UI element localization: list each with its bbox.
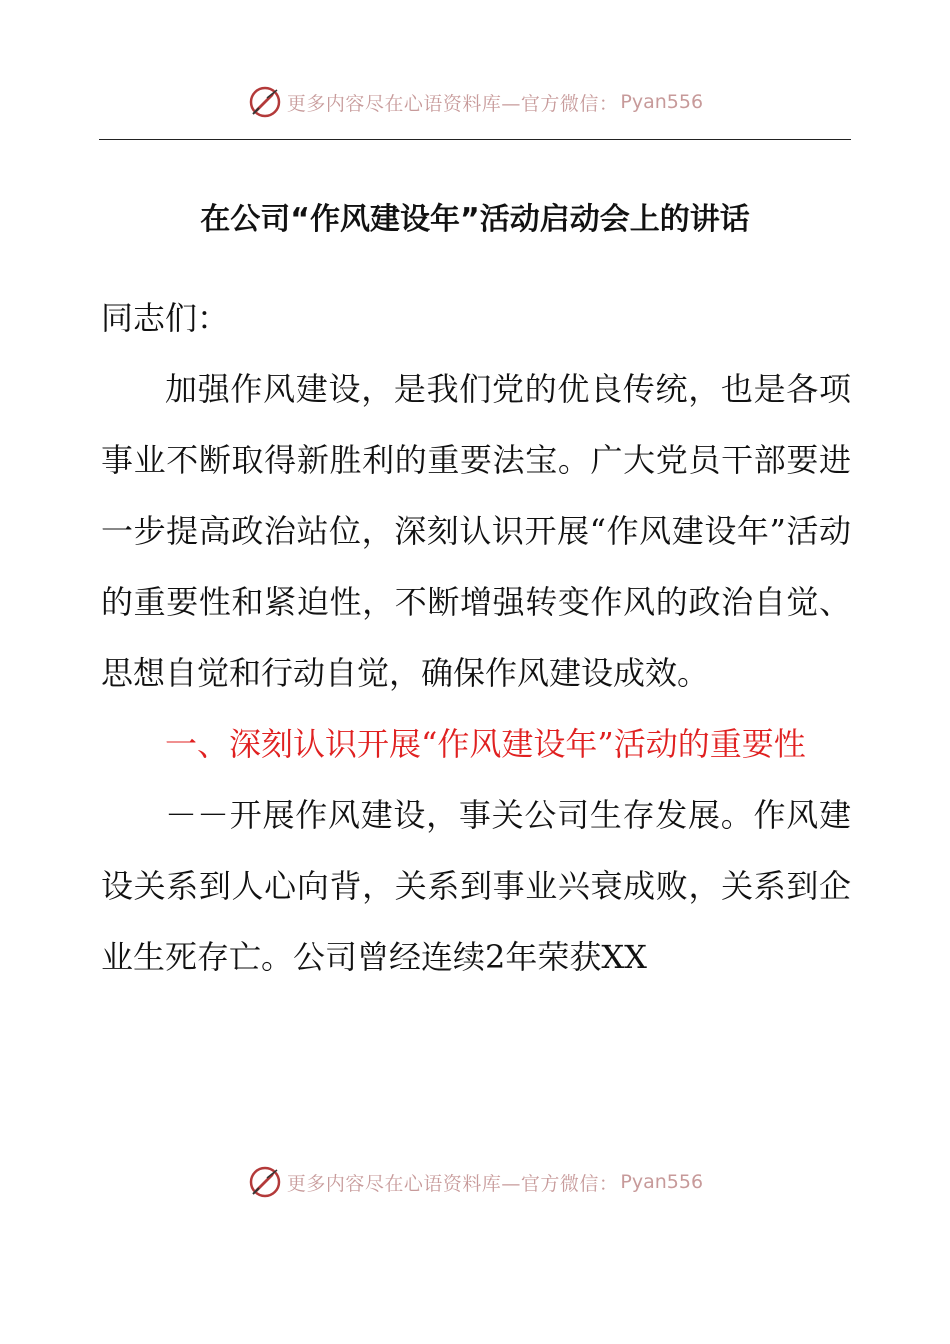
watermark-banner-bottom [0,1160,950,1204]
header-rule [99,139,851,140]
quill-logo-icon [247,1164,283,1200]
quill-logo-icon [247,84,283,120]
watermark-text: 更多内容尽在心语资料库—官方微信： [286,92,619,115]
paragraph-intro: 加强作风建设，是我们党的优良传统，也是各项事业不断取得新胜利的重要法宝。广大党员干部要进一步提高政治站位，深刻认识开展“作风建设年”活动的重要性和紧迫性，不断增强转变作风的政治自觉、思想自觉和行动自觉，确保作风建设成效。 [101,370,851,692]
watermark-wechat-id: Pyan556 [620,91,704,113]
document-body [101,283,851,993]
section-heading-1: 一、深刻认识开展“作风建设年”活动的重要性 [165,725,806,763]
document-title: 在公司“作风建设年”活动启动会上的讲话 [200,202,750,237]
watermark-banner-top [0,80,950,124]
watermark-text: 更多内容尽在心语资料库—官方微信： [286,1172,619,1195]
salutation: 同志们： [101,299,230,337]
paragraph-body: －－开展作风建设，事关公司生存发展。作风建设关系到人心向背，关系到事业兴衰成败，关系到企业生死存亡。公司曾经连续2年荣获XX [101,796,851,976]
watermark-wechat-id: Pyan556 [620,1171,704,1193]
